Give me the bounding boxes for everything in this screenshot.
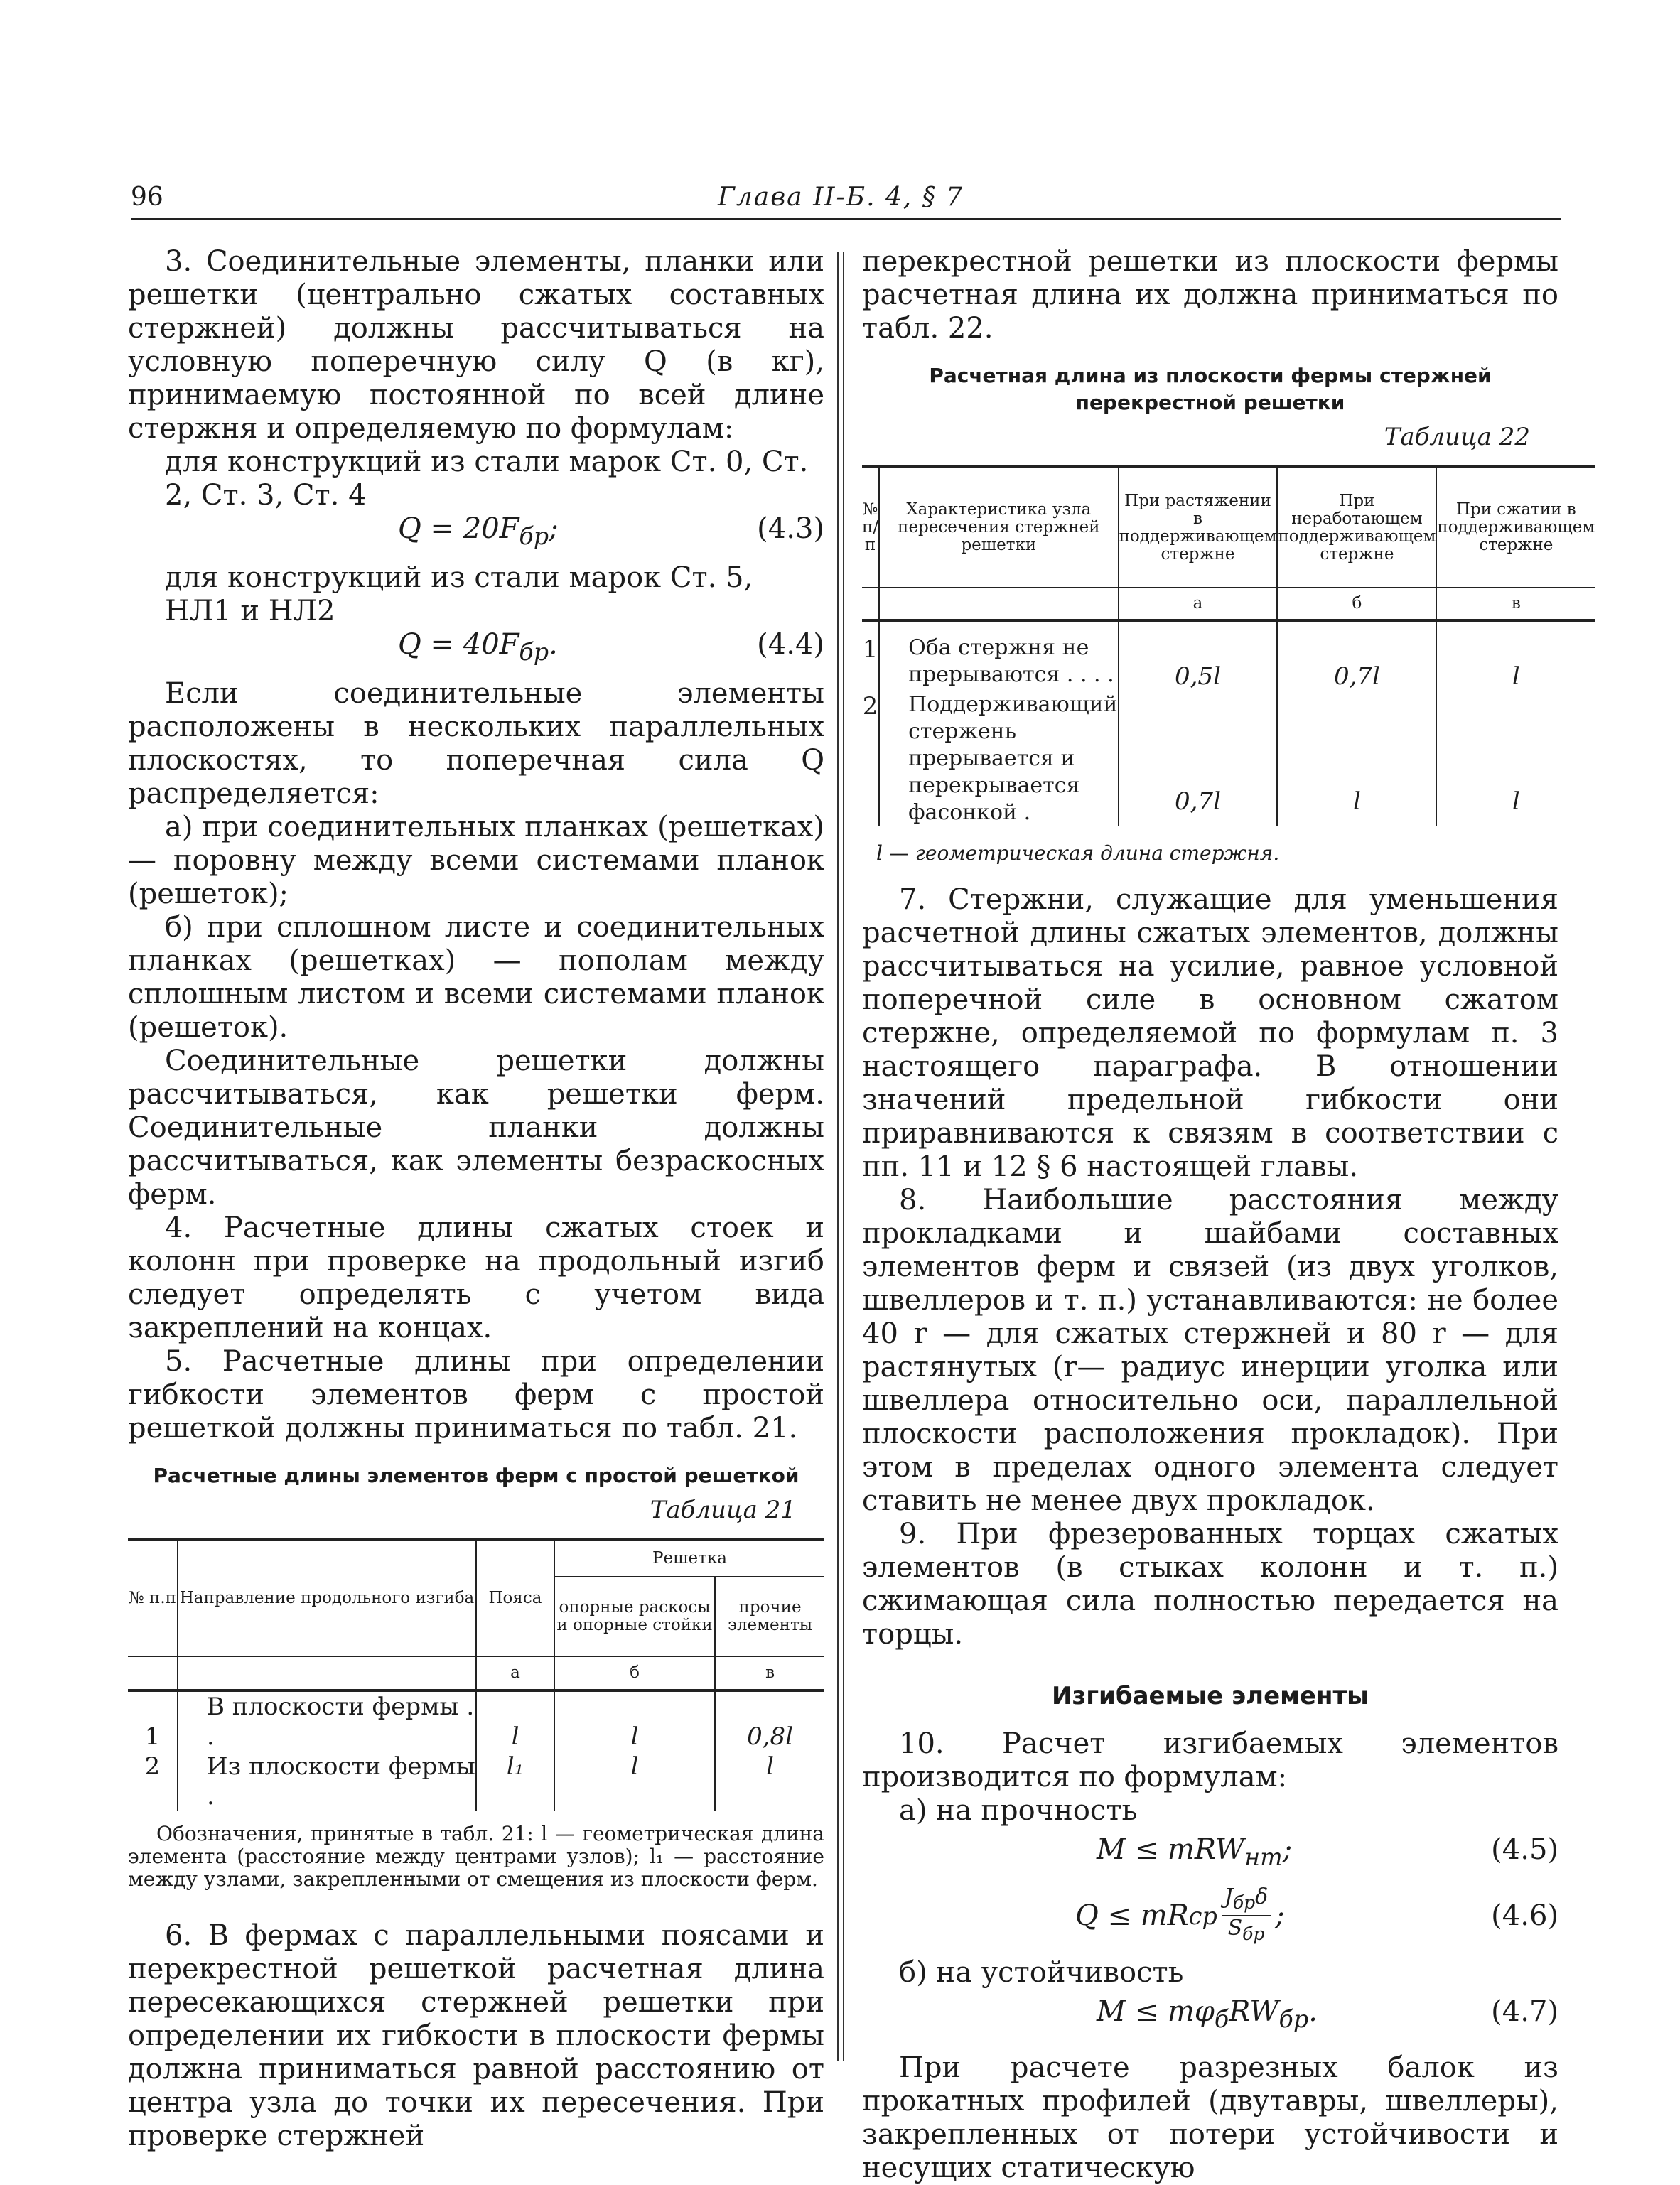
table-22-caption: Расчетная длина из плоскости фермы стержней перекрестной решетки xyxy=(929,364,1492,414)
t22-sub-a: а xyxy=(1119,588,1278,620)
fraction-numerator-tail: δ xyxy=(1255,1884,1269,1909)
formula-4-7-sub2: бр xyxy=(1278,2005,1309,2033)
t22-r1-num: 1 xyxy=(862,635,878,664)
t22-r2-char: Поддерживающий стержень прерывается и перекрывается фасонкой . xyxy=(879,691,1119,826)
t21-sub-a: а xyxy=(476,1656,554,1690)
formula-4-7-number: (4.7) xyxy=(1491,1995,1558,2028)
fraction-denominator: S xyxy=(1227,1916,1243,1941)
column-divider xyxy=(837,252,844,2061)
paragraph-a: а) при соединительных планках (решетках)— поровну между всеми системами планок (решеток); xyxy=(128,811,824,910)
t21-header-belt: Пояса xyxy=(476,1540,554,1656)
table-21-label: Таблица 21 xyxy=(650,1496,796,1524)
formula-4-7-tail: . xyxy=(1308,1995,1318,2028)
table-22 xyxy=(862,465,1595,826)
t21-r1-num: 1 xyxy=(144,1722,161,1751)
formula-4-5-sub: нт xyxy=(1244,1843,1283,1871)
paragraph-planes: Если соединительные элементы расположены в нескольких параллельных плоскостях, то поперечная сила Q распределяется: xyxy=(128,677,824,810)
table-21 xyxy=(128,1538,824,1811)
table-row xyxy=(128,1690,824,1752)
fraction-numerator: J xyxy=(1224,1884,1233,1909)
running-head: Глава II-Б. 4, § 7 xyxy=(718,183,964,212)
formula-4-5 xyxy=(862,1833,1558,1874)
table-21-note: Обозначения, принятые в табл. 21: l — геометрическая длина элемента (расстояние между центрами узлов); l₁ — расстояние между узлами, закрепленными от смещения из плоскости ферм. xyxy=(128,1822,824,1891)
formula-4-6-tail: ; xyxy=(1275,1899,1285,1932)
t22-header-char: Характеристика узла пересечения стержней решетки xyxy=(879,467,1119,588)
paragraph-8: 8. Наибольшие расстояния между прокладками и шайбами составных элементов ферм и связей (из двух уголков, швеллеров и т. п.) устанавливаются: не более 40 r — для сжатых стержней и 80 r — для растянутых (r— радиус инерции уголка или швеллера относительно оси, параллельной плоскости расположения прокладок). При этом в пределах одного элемента следует ставить не менее двух прокладок. xyxy=(862,1184,1558,1517)
formula-4-3-number: (4.3) xyxy=(757,512,824,545)
formula-4-3 xyxy=(128,512,824,553)
paragraph-continued: перекрестной решетки из плоскости фермы расчетная длина их должна приниматься по табл. 22. xyxy=(862,245,1558,345)
t22-r1-char: Оба стержня не прерываются . . . . xyxy=(879,620,1119,691)
t22-header-b: При неработающем поддерживающем стержне xyxy=(1277,467,1436,588)
formula-4-5-body: M ≤ mRW xyxy=(1097,1833,1245,1866)
t22-r1-b: 0,7l xyxy=(1277,620,1436,691)
paragraph-10a: а) на прочность xyxy=(899,1794,1138,1827)
formula-4-4-number: (4.4) xyxy=(757,628,824,661)
t21-header-support: опорные раскосы и опорные стойки xyxy=(554,1577,715,1656)
steel-grades-2: для конструкций из стали марок Ст. 5, НЛ1 и НЛ2 xyxy=(165,561,753,627)
t22-r2-c: l xyxy=(1436,691,1595,826)
formula-4-3-body: Q = 20F xyxy=(398,512,519,545)
t21-header-num: № п.п xyxy=(128,1540,178,1656)
t21-header-lattice: Решетка xyxy=(554,1540,824,1577)
formula-4-6-number: (4.6) xyxy=(1491,1899,1558,1932)
paragraph-7: 7. Стержни, служащие для уменьшения расчетной длины сжатых элементов, должны рассчитываться на усилие, равное условной поперечной силе в основном сжатом стержне, определяемой по формулам п. 3 настоящего параграфа. В отношении значений предельной гибкости они приравниваются к связям в соответствии с пп. 11 и 12 § 6 настоящей главы. xyxy=(862,883,1558,1183)
t21-header-direction: Направление продольного изгиба xyxy=(178,1540,476,1656)
paragraph-calc: Соединительные решетки должны рассчитываться, как решетки ферм. Соединительные планки должны рассчитываться, как элементы безраскосных ферм. xyxy=(128,1045,824,1211)
paragraph-9: 9. При фрезерованных торцах сжатых элементов (в стыках колонн и т. п.) сжимающая сила полностью передается на торцы. xyxy=(862,1518,1558,1651)
t21-sub-empty1 xyxy=(128,1656,178,1690)
t22-sub-b: б xyxy=(1277,588,1436,620)
formula-4-7-mid: RW xyxy=(1229,1995,1279,2028)
t21-r2-num: 2 xyxy=(144,1752,161,1781)
paragraph-10: 10. Расчет изгибаемых элементов производится по формулам: xyxy=(862,1727,1558,1793)
t21-r2-b: l xyxy=(554,1752,715,1811)
formula-4-4-tail: . xyxy=(549,628,558,661)
right-column xyxy=(862,245,1595,2185)
formula-4-6 xyxy=(862,1885,1558,1946)
formula-4-6-sub: ср xyxy=(1188,1901,1217,1930)
formula-4-6-body: Q ≤ mR xyxy=(1075,1899,1189,1932)
t21-sub-empty2 xyxy=(178,1656,476,1690)
t22-sub-empty1 xyxy=(862,588,879,620)
paragraph-10b: б) на устойчивость xyxy=(899,1956,1184,1989)
t21-sub-c: в xyxy=(715,1656,824,1690)
fraction-numerator-sub: бр xyxy=(1232,1892,1256,1913)
t22-header-a: При растяжении в поддерживающем стержне xyxy=(1119,467,1278,588)
t21-r1-c: 0,8l xyxy=(715,1690,824,1752)
t22-header-num: № п/п xyxy=(862,467,879,588)
t21-sub-b: б xyxy=(554,1656,715,1690)
t22-r2-b: l xyxy=(1277,691,1436,826)
formula-4-4-body: Q = 40F xyxy=(398,628,519,661)
formula-4-3-sub: бр xyxy=(519,522,549,550)
paragraph-b: б) при сплошном листе и соединительных планках (решетках) — пополам между сплошным листом и всеми системами планок (решеток). xyxy=(128,911,824,1044)
t21-r1-dir: В плоскости фермы . . xyxy=(178,1690,476,1752)
paragraph-3: 3. Соединительные элементы, планки или решетки (центрально сжатых составных стержней) должны рассчитываться на условную поперечную силу Q (в кг), принимаемую постоянной по всей длине стержня и определяемую по формулам: xyxy=(128,245,824,445)
t22-sub-empty2 xyxy=(879,588,1119,620)
steel-grades-1: для конструкций из стали марок Ст. 0, Ст. 2, Ст. 3, Ст. 4 xyxy=(165,446,809,512)
t21-r2-dir: Из плоскости фермы . xyxy=(178,1752,476,1811)
fraction-denominator-sub: бр xyxy=(1242,1924,1265,1944)
section-heading: Изгибаемые элементы xyxy=(1052,1682,1369,1710)
table-21-caption: Расчетные длины элементов ферм с простой решеткой xyxy=(153,1464,799,1487)
t22-sub-c: в xyxy=(1436,588,1595,620)
table-22-note: l — геометрическая длина стержня. xyxy=(876,841,1280,865)
formula-4-3-tail: ; xyxy=(549,512,559,545)
t22-r2-num: 2 xyxy=(862,692,878,721)
formula-4-6-fraction xyxy=(1222,1885,1271,1946)
t21-r2-a: l₁ xyxy=(476,1752,554,1811)
formula-4-5-tail: ; xyxy=(1282,1833,1293,1866)
left-column xyxy=(128,245,824,2153)
t21-header-other: прочие элементы xyxy=(715,1577,824,1656)
paragraph-4: 4. Расчетные длины сжатых стоек и колонн при проверке на продольный изгиб следует определять с учетом вида закреплений на концах. xyxy=(128,1212,824,1344)
t22-r2-a: 0,7l xyxy=(1119,691,1278,826)
table-row xyxy=(862,620,1595,691)
formula-4-4 xyxy=(128,628,824,669)
paragraph-5: 5. Расчетные длины при определении гибкости элементов ферм с простой решеткой должны приниматься по табл. 21. xyxy=(128,1345,824,1445)
header-rule xyxy=(131,218,1561,220)
formula-4-7 xyxy=(862,1995,1558,2036)
formula-4-7-body: M ≤ mφ xyxy=(1097,1995,1215,2028)
table-row xyxy=(862,691,1595,826)
table-22-label: Таблица 22 xyxy=(1384,423,1530,451)
t21-r1-b: l xyxy=(554,1690,715,1752)
t22-r1-c: l xyxy=(1436,620,1595,691)
formula-4-4-sub: бр xyxy=(519,638,549,666)
table-row xyxy=(128,1752,824,1811)
formula-4-5-number: (4.5) xyxy=(1491,1833,1558,1866)
t22-header-c: При сжатии в поддерживающем стержне xyxy=(1436,467,1595,588)
t22-r1-a: 0,5l xyxy=(1119,620,1278,691)
t21-r2-c: l xyxy=(715,1752,824,1811)
t21-r1-a: l xyxy=(476,1690,554,1752)
paragraph-6: 6. В фермах с параллельными поясами и перекрестной решеткой расчетная длина пересекающихся стержней решетки при определении их гибкости в плоскости фермы должна приниматься равной расстоянию от центра узла до точки их пересечения. При проверке стержней xyxy=(128,1919,824,2152)
page-number: 96 xyxy=(131,183,163,212)
paragraph-last: При расчете разрезных балок из прокатных профилей (двутавры, швеллеры), закрепленных от потери устойчивости и несущих статическую xyxy=(862,2051,1558,2184)
formula-4-7-sub: б xyxy=(1214,2005,1229,2033)
